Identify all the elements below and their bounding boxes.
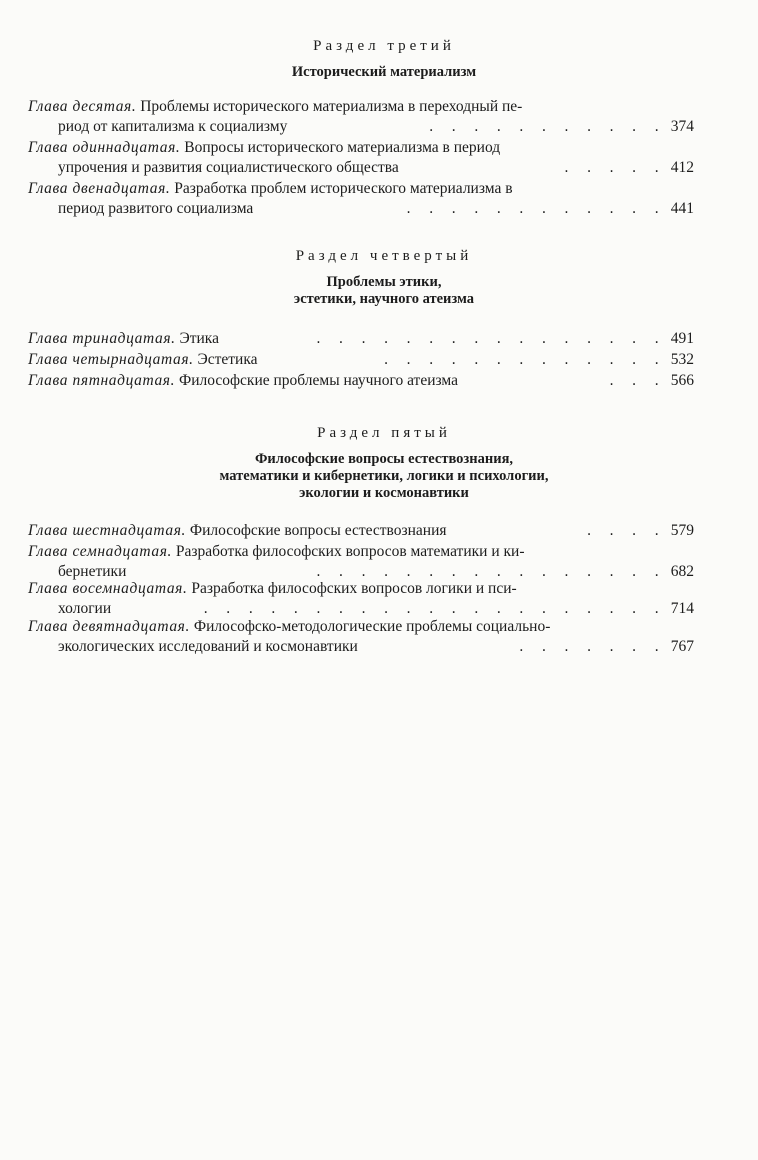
entry-line [28,117,694,137]
chapter-number: Глава четырнадцатая. [28,351,194,368]
toc-entry-chapter-15[interactable] [28,371,694,391]
entry-line [28,138,640,158]
entry-title: Разработка проблем исторического материализма в [174,180,513,197]
section-title-line: Философские вопросы естествознания, [254,451,514,467]
toc-entry-chapter-10[interactable] [28,97,694,137]
chapter-number: Глава шестнадцатая. [28,522,186,539]
chapter-number: Глава семнадцатая. [28,543,172,560]
page-number: 767 [670,638,694,655]
entry-title: Философские вопросы естествознания [189,522,447,539]
chapter-number: Глава тринадцатая. [28,330,176,347]
page-number: 566 [670,372,694,389]
section-title-line: математики и кибернетики, логики и психологии, [219,468,549,484]
entry-title: Философские проблемы научного атеизма [178,372,458,389]
chapter-number: Глава десятая. [28,98,137,115]
entry-title: Эстетика [197,351,258,368]
toc-entry-chapter-12[interactable] [28,179,694,219]
page-number: 714 [670,600,694,617]
section-title-line: экологии и космонавтики [299,485,469,501]
page-number: 374 [670,118,694,135]
page-number: 491 [670,330,694,347]
entry-line [28,199,694,219]
chapter-number: Глава восемнадцатая. [28,580,188,597]
leader-dots: . . . . . [564,159,666,176]
chapter-number: Глава девятнадцатая. [28,618,190,635]
entry-line [28,637,694,657]
page-number: 579 [670,522,694,539]
entry-line [28,579,640,599]
entry-title: Разработка философских вопросов математики и ки- [175,543,525,560]
leader-dots: . . . [609,372,666,389]
entry-title: Вопросы исторического материализма в период [184,139,501,156]
entry-line [28,329,694,349]
entry-title: Этика [179,330,219,347]
section-four [0,248,758,308]
page-number: 441 [670,200,694,217]
toc-entry-chapter-19[interactable] [28,617,694,657]
entry-title-continued: риод от капитализма к социализму [58,118,288,135]
chapter-number: Глава пятнадцатая. [28,372,176,389]
entry-line [28,179,640,199]
entry-line [28,599,694,619]
leader-dots: . . . . . . . . . . . . [406,200,666,217]
section-label: Раздел пятый [317,425,451,441]
leader-dots: . . . . . . . . . . . . . . . . [316,563,666,580]
section-five [0,425,758,502]
entry-title: Разработка философских вопросов логики и пси- [191,580,517,597]
entry-title-continued: упрочения и развития социалистического общества [58,159,399,176]
section-title: Исторический материализм [291,64,477,80]
section-three [0,38,758,81]
entry-title-continued: хологии [58,600,112,617]
toc-entry-chapter-11[interactable] [28,138,694,178]
section-title-line: Проблемы этики, [326,274,442,290]
entry-line [28,371,694,391]
toc-entry-chapter-13[interactable] [28,329,694,349]
entry-line [28,542,640,562]
page-number: 682 [670,563,694,580]
entry-title-continued: бернетики [58,563,127,580]
leader-dots: . . . . . . . [519,638,666,655]
leader-dots: . . . . [587,522,666,539]
toc-entry-chapter-17[interactable] [28,542,694,582]
page-number: 412 [670,159,694,176]
leader-dots: . . . . . . . . . . . . . [384,351,666,368]
leader-dots: . . . . . . . . . . . . . . . . . . . . . [203,600,666,617]
entry-line [28,350,694,370]
leader-dots: . . . . . . . . . . . . . . . . [316,330,666,347]
chapter-number: Глава одиннадцатая. [28,139,181,156]
section-label: Раздел третий [313,38,455,54]
entry-title: Философско-методологические проблемы социально- [193,618,551,635]
toc-entry-chapter-14[interactable] [28,350,694,370]
toc-entry-chapter-16[interactable] [28,521,694,541]
entry-line [28,521,694,541]
entry-line [28,617,640,637]
entry-title: Проблемы исторического материализма в переходный пе- [140,98,523,115]
entry-title-continued: экологических исследований и космонавтики [58,638,358,655]
entry-title-continued: период развитого социализма [58,200,254,217]
entry-line [28,158,694,178]
section-title-line: эстетики, научного атеизма [293,291,475,307]
leader-dots: . . . . . . . . . . . [429,118,666,135]
entry-line [28,97,640,117]
toc-entry-chapter-18[interactable] [28,579,694,619]
section-label: Раздел четвертый [295,248,473,264]
chapter-number: Глава двенадцатая. [28,180,171,197]
page-number: 532 [670,351,694,368]
